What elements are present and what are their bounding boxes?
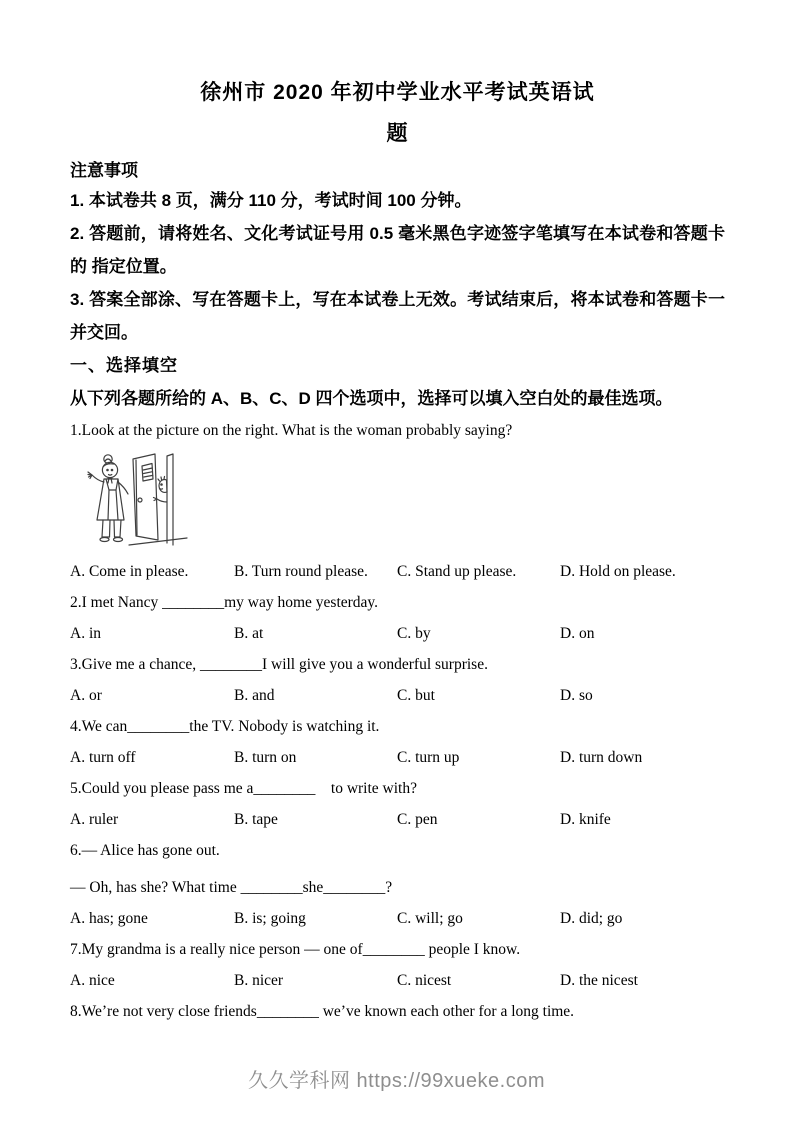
q7-option-a: A. nice — [70, 972, 115, 989]
notice-item-1: 1. 本试卷共 8 页，满分 110 分，考试时间 100 分钟。 — [70, 191, 472, 210]
q6-option-b: B. is; going — [234, 910, 306, 927]
question-6-options — [70, 903, 725, 934]
question-4-stem: 4.We can________the TV. Nobody is watching it. — [70, 718, 380, 735]
woman-at-door-illustration — [75, 450, 191, 552]
q1-option-a: A. Come in please. — [70, 563, 189, 580]
q5-option-a: A. ruler — [70, 811, 119, 828]
q5-option-b: B. tape — [234, 811, 278, 828]
section-heading: 一、选择填空 — [70, 356, 178, 375]
question-5-stem: 5.Could you please pass me a________ to write with? — [70, 780, 417, 797]
q7-option-b: B. nicer — [234, 972, 284, 989]
question-2-stem: 2.I met Nancy ________my way home yesterday. — [70, 594, 379, 611]
question-4-options — [70, 742, 725, 773]
q4-option-c: C. turn up — [397, 749, 460, 766]
q2-option-d: D. on — [560, 625, 595, 642]
q3-option-d: D. so — [560, 687, 593, 704]
question-2-options — [70, 618, 725, 649]
q4-option-a: A. turn off — [70, 749, 136, 766]
q3-option-b: B. and — [234, 687, 275, 704]
q6-option-a: A. has; gone — [70, 910, 148, 927]
question-5-options — [70, 804, 725, 835]
exam-title-line-2: 题 — [386, 122, 409, 145]
question-6-stem-line-2: — Oh, has she? What time ________she________? — [70, 879, 393, 896]
question-1-options — [70, 556, 725, 587]
q2-option-c: C. by — [397, 625, 431, 642]
notice-item-3: 3. 答案全部涂、写在答题卡上，写在本试卷上无效。考试结束后，将本试卷和答题卡一并交回。 — [70, 290, 725, 342]
q1-option-b: B. Turn round please. — [234, 563, 368, 580]
watermark-footer: 久久学科网 https://99xueke.com — [247, 1070, 546, 1092]
q7-option-c: C. nicest — [397, 972, 452, 989]
q6-option-d: D. did; go — [560, 910, 623, 927]
question-3-stem: 3.Give me a chance, ________I will give you a wonderful surprise. — [70, 656, 488, 673]
notice-heading: 注意事项 — [70, 161, 138, 180]
q2-option-a: A. in — [70, 625, 101, 642]
q4-option-b: B. turn on — [234, 749, 297, 766]
question-3-options — [70, 680, 725, 711]
q5-option-d: D. knife — [560, 811, 611, 828]
q6-option-c: C. will; go — [397, 910, 463, 927]
question-7-options — [70, 965, 725, 996]
q1-option-c: C. Stand up please. — [397, 563, 517, 580]
q3-option-c: C. but — [397, 687, 435, 704]
q5-option-c: C. pen — [397, 811, 438, 828]
exam-title-line-1: 徐州市 2020 年初中学业水平考试英语试 — [200, 81, 595, 104]
q3-option-a: A. or — [70, 687, 102, 704]
question-8-stem: 8.We’re not very close friends________ we’ve known each other for a long time. — [70, 1003, 575, 1020]
question-6-stem-line-1: 6.— Alice has gone out. — [70, 842, 220, 859]
q1-option-d: D. Hold on please. — [560, 563, 676, 580]
notice-item-2: 2. 答题前，请将姓名、文化考试证号用 0.5 毫米黑色字迹签字笔填写在本试卷和答题卡的 指定位置。 — [70, 224, 725, 276]
question-1-stem: 1.Look at the picture on the right. What is the woman probably saying? — [70, 422, 513, 439]
q2-option-b: B. at — [234, 625, 264, 642]
question-1-illustration — [75, 450, 725, 552]
q7-option-d: D. the nicest — [560, 972, 638, 989]
exam-title — [70, 72, 725, 154]
question-7-stem: 7.My grandma is a really nice person — one of________ people I know. — [70, 941, 521, 958]
q4-option-d: D. turn down — [560, 749, 643, 766]
section-instruction: 从下列各题所给的 A、B、C、D 四个选项中，选择可以填入空白处的最佳选项。 — [70, 389, 673, 408]
